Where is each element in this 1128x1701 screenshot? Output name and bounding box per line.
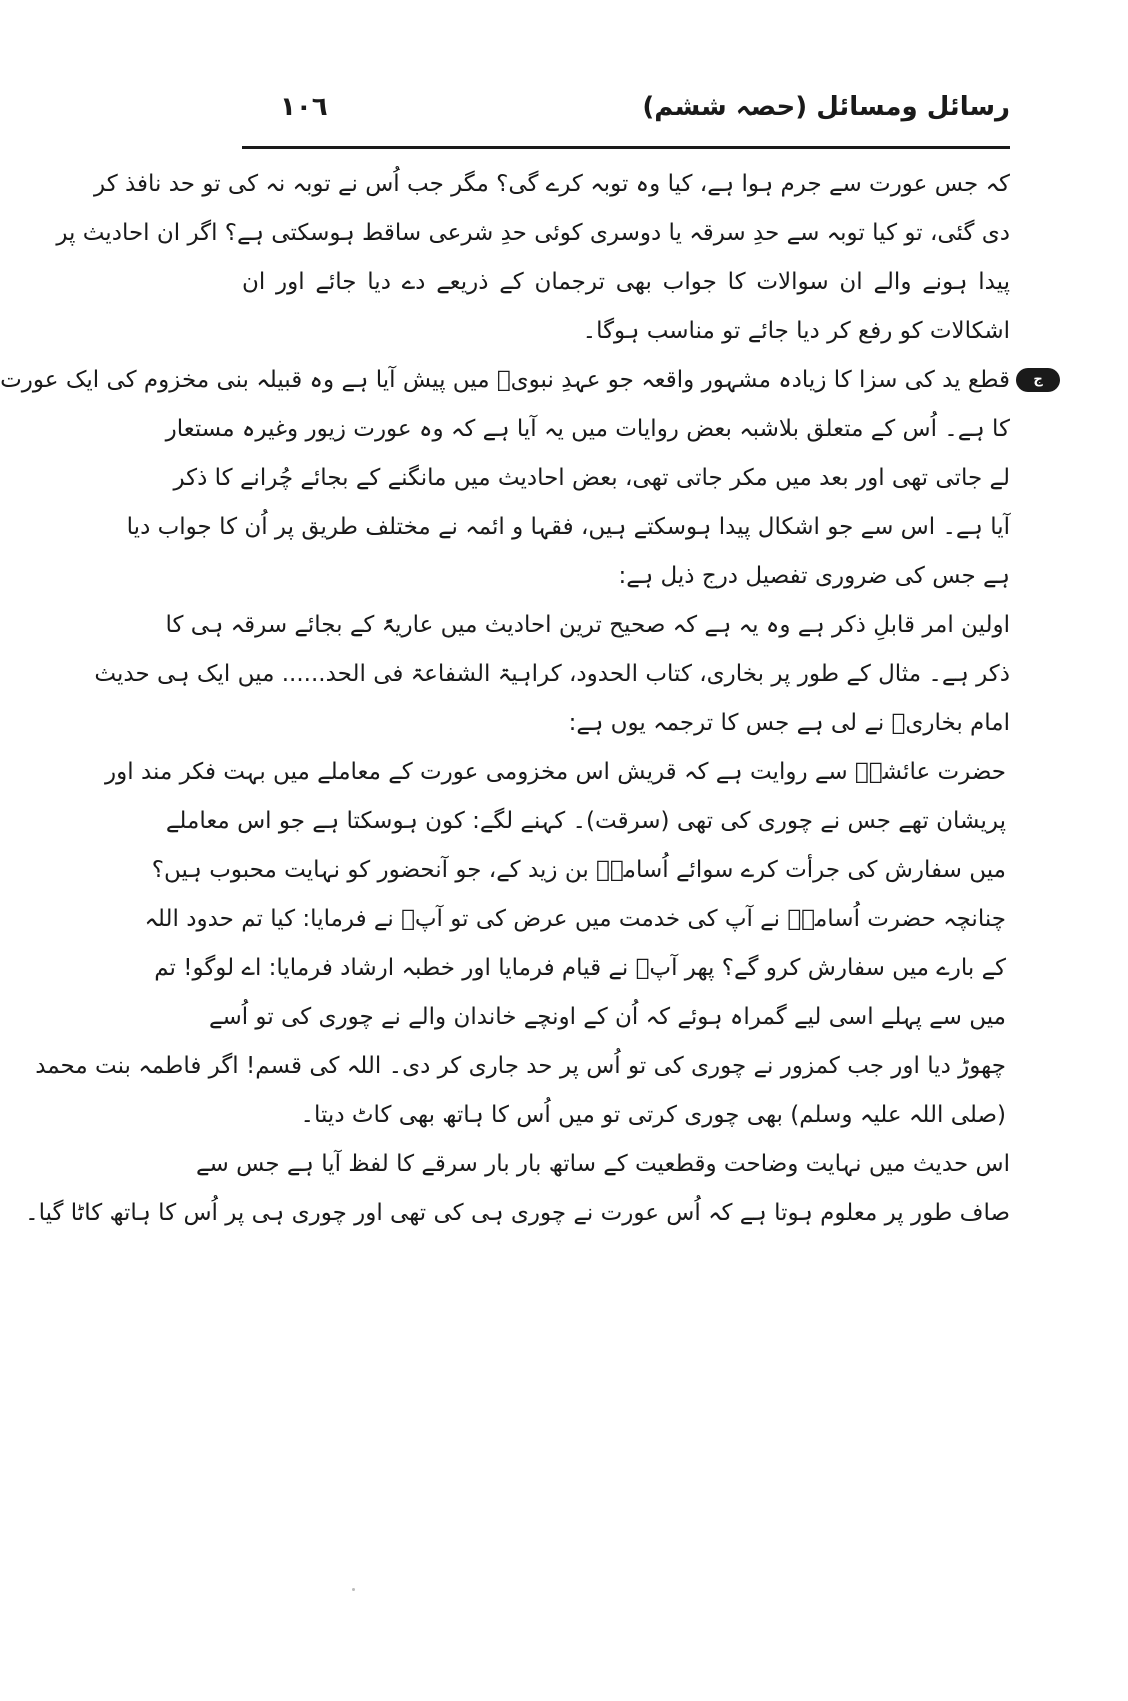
hadith-line: چنانچہ حضرت اُسامہؓ نے آپ کی خدمت میں عرض کی تو آپؐ نے فرمایا: کیا تم حدود اللہ xyxy=(144,906,1006,932)
hadith-line: پریشان تھے جس نے چوری کی تھی (سرقت)۔ کہنے لگے: کون ہوسکتا ہے جو اس معاملے xyxy=(165,808,1006,834)
running-title: رسائل ومسائل (حصہ ششم) xyxy=(642,92,1010,122)
answer-paragraph-start xyxy=(0,356,1043,405)
hadith-line: چھوڑ دیا اور جب کمزور نے چوری کی تو اُس پر حد جاری کر دی۔ اللہ کی قسم! اگر فاطمہ بنت محمد xyxy=(35,1053,1006,1079)
hadith-line: کے بارے میں سفارش کرو گے؟ پھر آپؐ نے قیام فرمایا اور خطبہ ارشاد فرمایا: اے لوگو! تم xyxy=(154,955,1006,981)
page-number: ١٠٦ xyxy=(280,92,328,122)
text-line: اولین امر قابلِ ذکر ہے وہ یہ ہے کہ صحیح ترین احادیث میں عاریۃً کے بجائے سرقہ ہی کا xyxy=(165,612,1010,638)
text-line: کہ جس عورت سے جرم ہوا ہے، کیا وہ توبہ کرے گی؟ مگر جب اُس نے توبہ نہ کی تو حد نافذ کر xyxy=(94,171,1010,197)
answer-marker-icon: ج xyxy=(1016,368,1060,392)
hadith-line: (صلی اللہ علیہ وسلم) بھی چوری کرتی تو میں اُس کا ہاتھ بھی کاٹ دیتا۔ xyxy=(300,1102,1006,1128)
text-line: لے جاتی تھی اور بعد میں مکر جاتی تھی، بعض احادیث میں مانگنے کے بجائے چُرانے کا ذکر xyxy=(173,465,1010,491)
header-rule xyxy=(242,146,1010,149)
text-line: دی گئی، تو کیا توبہ سے حدِ سرقہ یا دوسری کوئی حدِ شرعی ساقط ہوسکتی ہے؟ اگر ان احادیث پر xyxy=(56,220,1010,246)
text-line: صاف طور پر معلوم ہوتا ہے کہ اُس عورت نے چوری ہی کی تھی اور چوری ہی پر اُس کا ہاتھ کاٹا گیا۔ xyxy=(25,1200,1010,1226)
page-header xyxy=(242,92,1010,142)
text-line: ہے جس کی ضروری تفصیل درج ذیل ہے: xyxy=(618,563,1010,589)
text-line: قطع ید کی سزا کا زیادہ مشہور واقعہ جو عہدِ نبویؐ میں پیش آیا ہے وہ قبیلہ بنی مخزوم کی ایک عورت xyxy=(0,367,1010,393)
text-line: پیدا ہونے والے ان سوالات کا جواب بھی ترجمان کے ذریعے دے دیا جائے اور ان xyxy=(242,269,1010,295)
text-line: کا ہے۔ اُس کے متعلق بلاشبہ بعض روایات میں یہ آیا ہے کہ وہ عورت زیور وغیرہ مستعار xyxy=(165,416,1010,442)
text-line: اس حدیث میں نہایت وضاحت وقطعیت کے ساتھ بار بار سرقے کا لفظ آیا ہے جس سے xyxy=(196,1151,1010,1177)
text-line: ذکر ہے۔ مثال کے طور پر بخاری، کتاب الحدود، کراہیۃ الشفاعۃ فی الحد...... میں ایک ہی حدیث xyxy=(94,661,1010,687)
hadith-line: میں سفارش کی جرأت کرے سوائے اُسامہؓ بن زید کے، جو آنحضور کو نہایت محبوب ہیں؟ xyxy=(151,857,1006,883)
text-line: آیا ہے۔ اس سے جو اشکال پیدا ہوسکتے ہیں، فقہا و ائمہ نے مختلف طریق پر اُن کا جواب دیا xyxy=(126,514,1010,540)
text-line: اشکالات کو رفع کر دیا جائے تو مناسب ہوگا۔ xyxy=(582,318,1010,344)
hadith-line: میں سے پہلے اسی لیے گمراہ ہوئے کہ اُن کے اونچے خاندان والے نے چوری کی تو اُسے xyxy=(208,1004,1006,1030)
body-text xyxy=(0,160,1043,1238)
text-line: امام بخاریؒ نے لی ہے جس کا ترجمہ یوں ہے: xyxy=(568,710,1010,736)
hadith-line: حضرت عائشہؓ سے روایت ہے کہ قریش اس مخزومی عورت کے معاملے میں بہت فکر مند اور xyxy=(105,759,1006,785)
scan-speck xyxy=(352,1588,355,1591)
